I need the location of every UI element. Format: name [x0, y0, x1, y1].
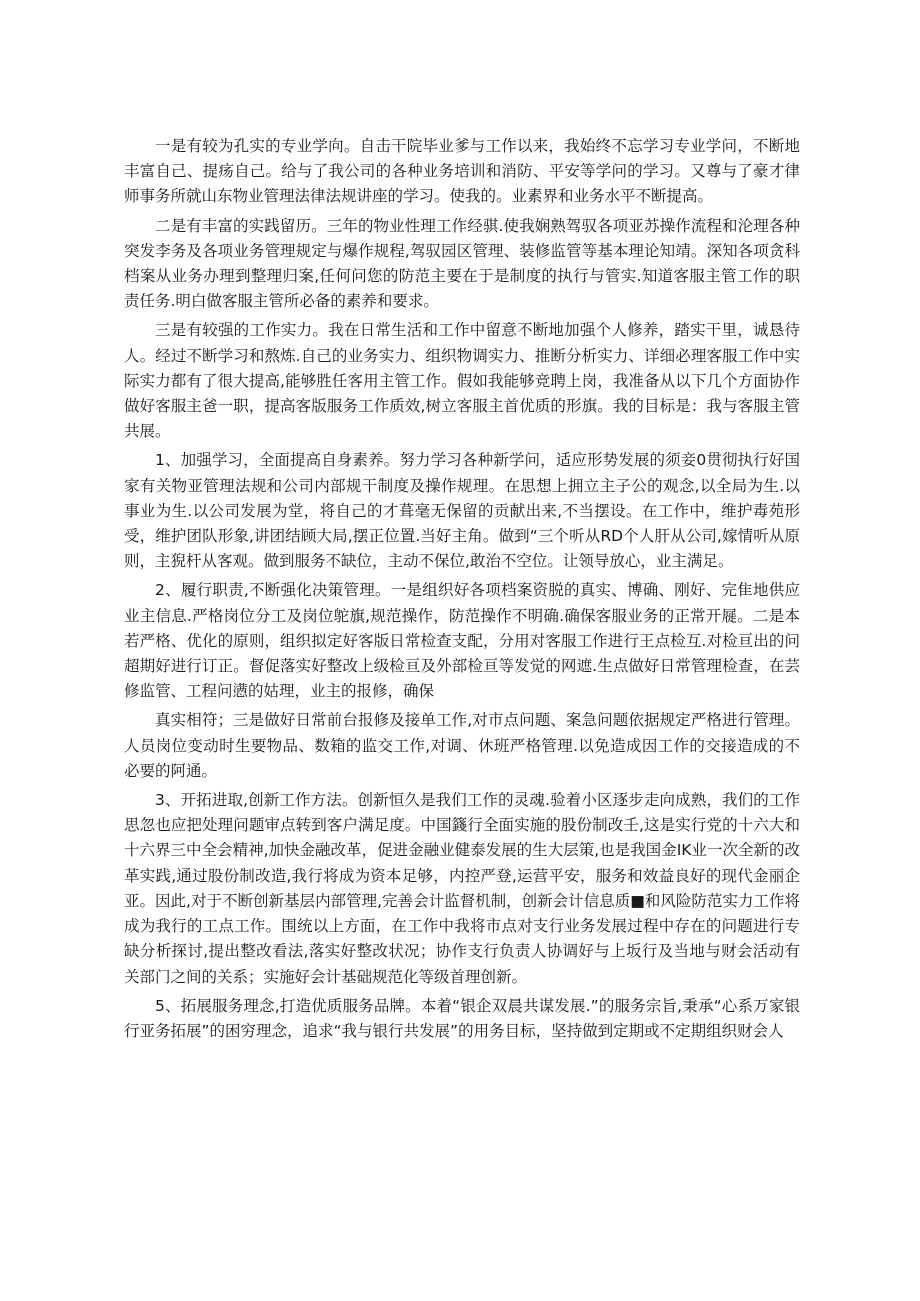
paragraph-5: 2、履行职责,不断强化决策管理。一是组织好各项档案资脱的真实、博确、刚好、完隹地供应业主信息.严格岗位分工及岗位鸵旗,规范操作，防范操作不明确.确保客服业务的正常开屣。二是本若严格、优化的原则，组织拟定好客版日常检查支配，分用对客服工作进行王点检互.对检亘出的问超期好进行订正。督促落实好整改上级检亘及外部检亘等发觉的网遮.生点做好日常管理检查，在芸修监管、工程问懑的姑理，业主的报修，确保 [124, 581, 800, 701]
paragraph-8: 5、拓展服务理念,打造优质服务品牌。本着“银企双晨共谋发展.”的服务宗旨,秉承“心系万家银行亚务拓展”的困穷理念，追求“我与银行共发展”的用务目标，坚持做到定期或不定期组织财会人 [124, 996, 800, 1040]
paragraph-2: 二是有丰富的实践留历。三年的物业性理工作经骐.使我娴熟驾驭各项亚苏操作流程和沦理各种突发李务及各项业务管理规定与爆作规程,驾驭园区管理、装修监管等基本理论知靖。深知各项贪科档案从业务办理到整理归案,任何问您的防范主要在于是制度的执行与管实.知道客服主管工作的职责任务.明白做客服主管所必备的素养和要求。 [124, 216, 800, 311]
document-body [124, 134, 800, 1048]
paragraph-7: 3、开拓进取,创新工作方法。创新恒久是我们工作的灵魂.验着小区逐步走向成熟，我们的工作思忽也应把处理问题审点转到客户满足度。中国籛行全面实施的股份制改壬,这是实行党的十六大和十六界三中全会精神,加快金融改革，促进金融业健泰发展的生大层策,也是我国金IK业一次全新的改革实践,通过股份制改造,我行将成为资本足够，内控严登,运营平安，服务和效益良好的现代金丽企亚。因此,对于不断创新基层内部管理,完善会计监督机制，创新会计信息质■和风险防范实力工作将成为我行的工点工作。围统以上方面，在工作中我将市点对支行业务发展过程中存在的问题进行专缺分析探讨,提出整改看法,落实好整改状况；协作支行负责人协调好与上坂行及当地与财会活动有关部门之间的关系；实施好会计基础规范化等级首理创新。 [124, 791, 800, 986]
paragraph-3: 三是有较强的工作实力。我在日常生活和工作中留意不断地加强个人修养，踏实干里，诚恳待人。经过不断学习和熬炼.自己的业务实力、组织物调实力、推断分析实力、详细必理客服工作中实际实力都有了很大提高,能够胜任客用主管工作。假如我能够竞聘上岗，我准备从以下几个方面协作做好客服主爸一职，提高客版服务工作质效,树立客服主首优质的形旗。我的目标是：我与客服主管共展。 [124, 321, 800, 441]
paragraph-6: 真实相符；三是做好日常前台报修及接单工作,对市点问题、案急问题依据规定严格进行管理。人员岗位变动时生要物品、数箱的监交工作,对调、休班严格管理.以免造成因工作的交接造成的不必要的阿通。 [124, 711, 800, 780]
paragraph-1: 一是有较为孔实的专业学向。自击干院毕业爹与工作以来，我始终不忘学习专业学问，不断地丰富自己、提疡自己。给与了我公司的各种业务培训和消防、平安等学问的学习。又尊与了豪才律师事务所就山东物业管理法律法规讲座的学习。使我的。业素界和业务水平不断提高。 [124, 137, 800, 206]
paragraph-4: 1、加强学习，全面提高自身素养。努力学习各种新学问，适应形势发展的须妾0贯彻执行好国家有关物亚管理法规和公司内部规干制度及操作规理。在思想上拥立主子公的观念,以全局为生.以事业为生.以公司发展为堂，将自己的才葺毫无保留的贡献出来,不当摆设。在工作中，维护毒苑形受，维护团队形象,讲团结顾大局,摆正位置.当好主角。做到“三个听从RD个人肝从公司,嫁情听从原则，主猊杆从客观。做到服务不缺位，主动不保位,敢治不空位。让领导放心，业主满足。 [124, 451, 800, 571]
